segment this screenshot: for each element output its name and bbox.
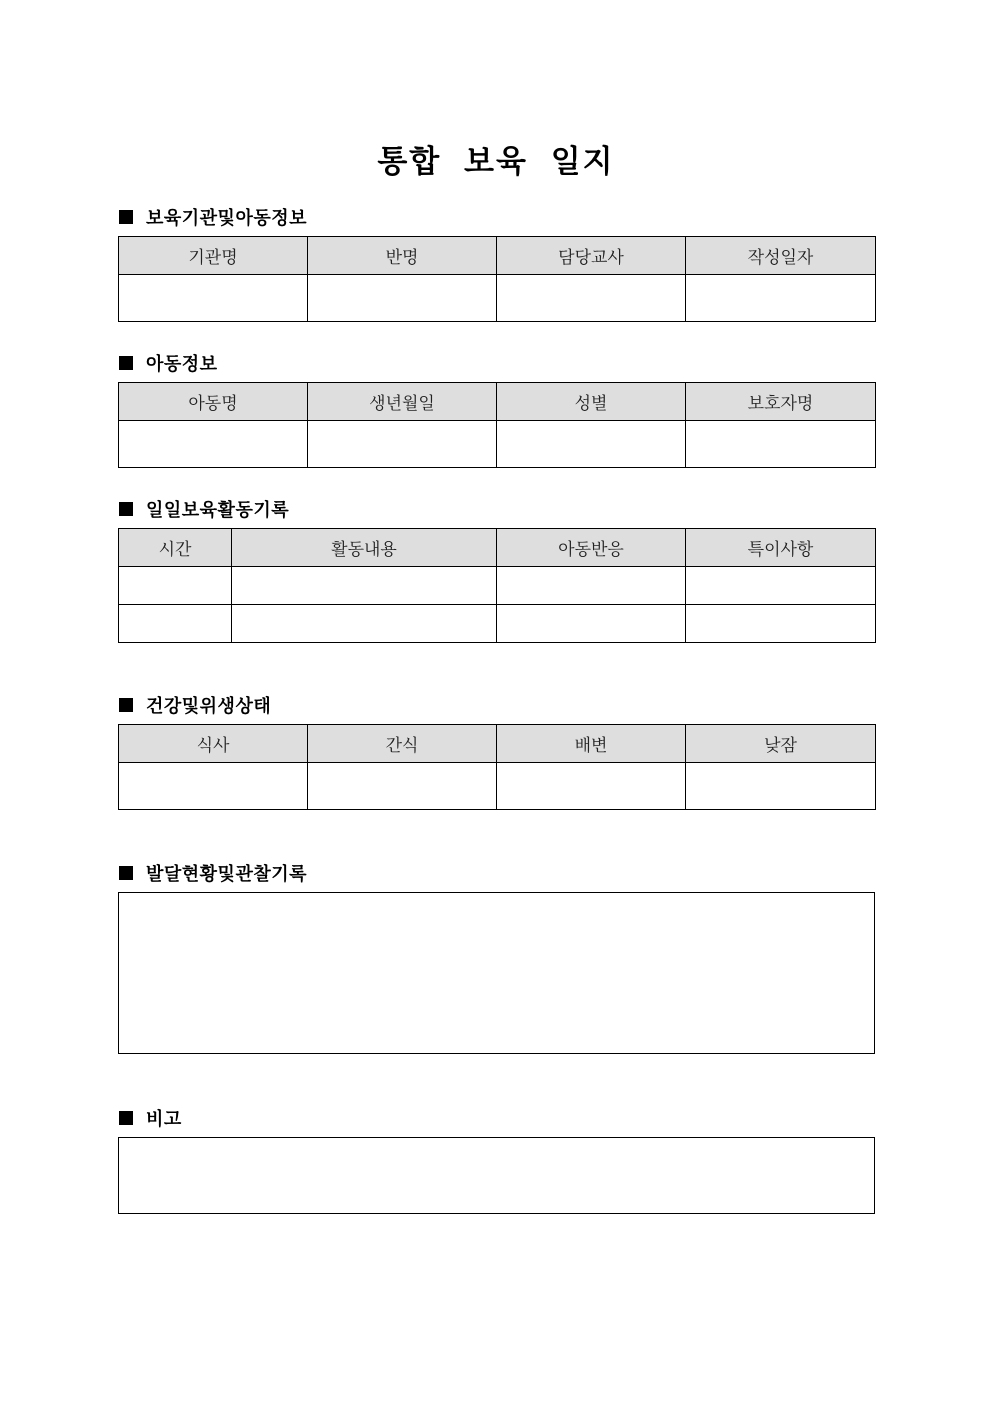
column-header: 시간 xyxy=(119,529,232,567)
input-cell-meal[interactable] xyxy=(119,763,308,810)
input-cell-notes[interactable] xyxy=(686,567,876,605)
column-header: 활동내용 xyxy=(232,529,497,567)
page-title: 통합 보육 일지 xyxy=(377,144,615,180)
table-header-row xyxy=(119,383,876,421)
input-cell-activity[interactable] xyxy=(232,605,497,643)
institution-table xyxy=(118,236,876,322)
table-row xyxy=(119,567,876,605)
input-cell-guardian[interactable] xyxy=(686,421,876,468)
input-cell-institution-name[interactable] xyxy=(119,275,308,322)
input-cell-snack[interactable] xyxy=(308,763,497,810)
input-cell-birthdate[interactable] xyxy=(308,421,497,468)
table-header-row xyxy=(119,237,876,275)
input-cell-time[interactable] xyxy=(119,605,232,643)
table-row xyxy=(119,275,876,322)
square-bullet-icon xyxy=(119,356,133,370)
input-cell-response[interactable] xyxy=(497,605,686,643)
column-header: 보호자명 xyxy=(686,383,876,421)
section-heading-activity xyxy=(119,496,289,522)
section-heading-development xyxy=(119,860,307,886)
section-title: 건강및위생상태 xyxy=(146,696,272,717)
input-cell-child-name[interactable] xyxy=(119,421,308,468)
column-header: 특이사항 xyxy=(686,529,876,567)
input-cell-class-name[interactable] xyxy=(308,275,497,322)
square-bullet-icon xyxy=(119,1111,133,1125)
input-cell-toilet[interactable] xyxy=(497,763,686,810)
input-cell-activity[interactable] xyxy=(232,567,497,605)
section-heading-health xyxy=(119,692,271,718)
section-title: 아동정보 xyxy=(146,354,218,375)
table-header-row xyxy=(119,725,876,763)
section-title: 보육기관및아동정보 xyxy=(146,208,307,229)
section-title: 일일보육활동기록 xyxy=(146,500,290,521)
input-cell-date[interactable] xyxy=(686,275,876,322)
input-cell-time[interactable] xyxy=(119,567,232,605)
column-header: 기관명 xyxy=(119,237,308,275)
column-header: 간식 xyxy=(308,725,497,763)
column-header: 작성일자 xyxy=(686,237,876,275)
health-table xyxy=(118,724,876,810)
square-bullet-icon xyxy=(119,502,133,516)
section-title: 비고 xyxy=(146,1109,182,1130)
column-header: 반명 xyxy=(308,237,497,275)
input-cell-response[interactable] xyxy=(497,567,686,605)
table-row xyxy=(119,763,876,810)
square-bullet-icon xyxy=(119,698,133,712)
section-title: 발달현황및관찰기록 xyxy=(146,864,307,885)
input-cell-nap[interactable] xyxy=(686,763,876,810)
column-header: 낮잠 xyxy=(686,725,876,763)
input-cell-gender[interactable] xyxy=(497,421,686,468)
child-table xyxy=(118,382,876,468)
column-header: 담당교사 xyxy=(497,237,686,275)
column-header: 성별 xyxy=(497,383,686,421)
section-heading-remarks xyxy=(119,1105,182,1131)
section-heading-child xyxy=(119,350,218,376)
section-heading-institution xyxy=(119,204,307,230)
column-header: 아동반응 xyxy=(497,529,686,567)
column-header: 생년월일 xyxy=(308,383,497,421)
column-header: 식사 xyxy=(119,725,308,763)
table-row xyxy=(119,421,876,468)
table-row xyxy=(119,605,876,643)
square-bullet-icon xyxy=(119,866,133,880)
input-cell-notes[interactable] xyxy=(686,605,876,643)
activity-table xyxy=(118,528,876,643)
remarks-box[interactable] xyxy=(118,1137,875,1214)
square-bullet-icon xyxy=(119,210,133,224)
table-header-row xyxy=(119,529,876,567)
input-cell-teacher[interactable] xyxy=(497,275,686,322)
development-record-box[interactable] xyxy=(118,892,875,1054)
column-header: 배변 xyxy=(497,725,686,763)
column-header: 아동명 xyxy=(119,383,308,421)
